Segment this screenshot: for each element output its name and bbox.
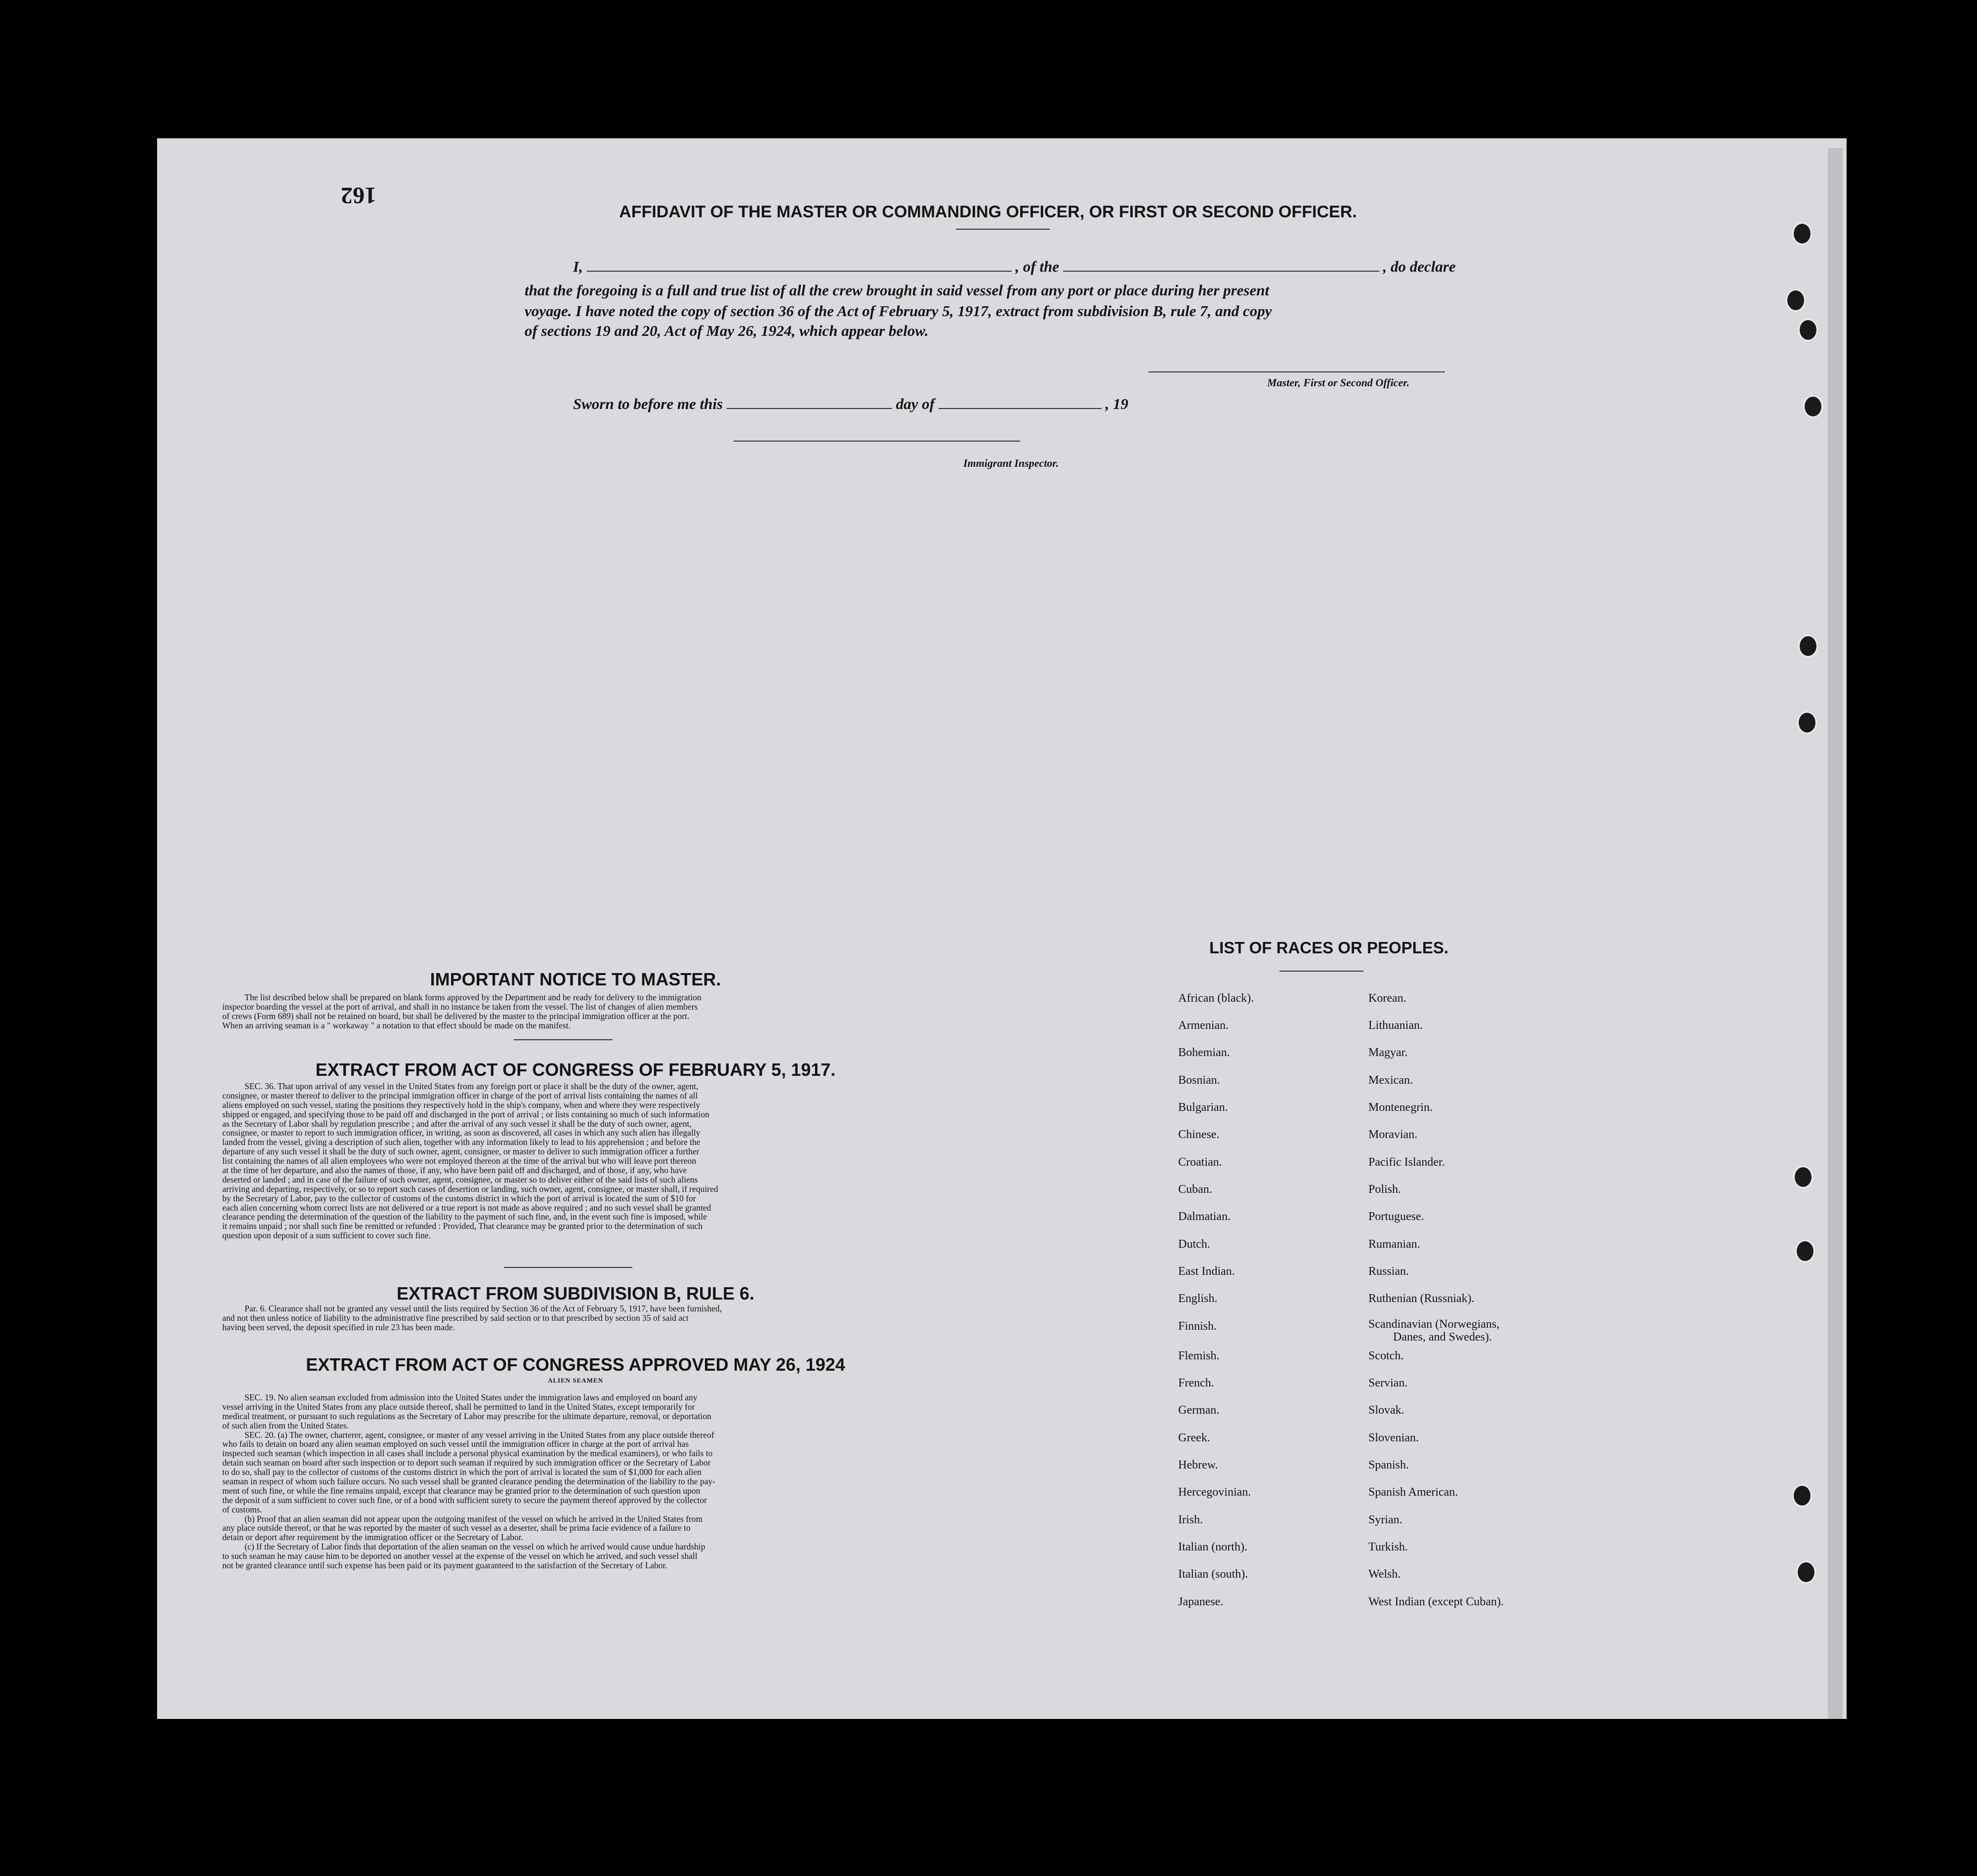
notice-line: inspector boarding the vessel at the port of arrival, and shall in no instance be taken from the vessel. The list of changes of alien members — [222, 1001, 698, 1012]
extract-line: to do so, shall pay to the collector of customs of the customs district in which the port of arrival is located the sum of $1,000 for each alien — [222, 1467, 702, 1477]
race-entry: Rumanian. — [1368, 1238, 1420, 1251]
extract-line: shipped or engaged, and specifying those to be paid off and discharged in the port of arrival ; or lists containing so much of such information — [222, 1109, 709, 1119]
punch-hole-icon — [1803, 395, 1823, 418]
sheet-edge — [1828, 148, 1843, 1719]
extract-line: SEC. 36. That upon arrival of any vessel in the United States from any foreign port or place it shall be the duty of the owner, agent, — [245, 1081, 699, 1091]
extract-line: consignee, or master to report to such immigration officer, in writing, as soon as discovered, all cases in which any such alien has illegally — [222, 1128, 700, 1138]
extract-1917-title: EXTRACT FROM ACT OF CONGRESS OF FEBRUARY 5, 1917. — [315, 1060, 836, 1080]
race-entry: Italian (north). — [1178, 1541, 1247, 1553]
extract-line: clearance pending the determination of the question of the liability to the payment of such fine, and, in the event such fine is imposed, while — [222, 1212, 707, 1222]
extract-rule6-title: EXTRACT FROM SUBDIVISION B, RULE 6. — [396, 1283, 755, 1304]
extract-line: aliens employed on such vessel, stating the positions they respectively hold in the ship's company, when and where they were respectively — [222, 1100, 700, 1110]
page-number-mark: 162 — [341, 182, 376, 208]
extract-line: it remains unpaid ; nor shall such fine be remitted or refunded : Provided, That clearance may be granted prior to the determination of such — [222, 1221, 703, 1231]
race-entry: Servian. — [1368, 1377, 1408, 1389]
notice-rule — [514, 1039, 613, 1040]
affidavit-line-4: of sections 19 and 20, Act of May 26, 1924, which appear below. — [525, 322, 929, 339]
extract-line: vessel arriving in the United States from any place outside thereof, shall be permitted to land in the United States, except temporarily for — [222, 1401, 695, 1412]
extract-line: to such seaman he may cause him to be deported on another vessel at the expense of the vessel on which he arrived, and such vessel shall — [222, 1551, 698, 1561]
extract-line: (b) Proof that an alien seaman did not appear upon the outgoing manifest of the vessel on which he arrived in the United States from — [245, 1513, 703, 1524]
extract-line: and not then unless notice of liability to the administrative fine prescribed by said section or to that prescribed by section 35 of said act — [222, 1312, 689, 1323]
race-entry: Slovenian. — [1368, 1431, 1419, 1444]
race-entry: English. — [1178, 1292, 1218, 1305]
race-entry: Scandinavian (Norwegians, — [1368, 1318, 1500, 1331]
race-entry: Syrian. — [1368, 1513, 1402, 1526]
affidavit-line-3: voyage. I have noted the copy of section 36 of the Act of February 5, 1917, extract from subdivision B, rule 7, and copy — [525, 302, 1272, 320]
race-entry: Spanish American. — [1368, 1486, 1458, 1499]
vessel-blank — [1063, 258, 1379, 272]
extract-line: deserted or landed ; and in case of the failure of such owner, agent, consignee, or master so to deliver either of the said lists of such aliens — [222, 1174, 698, 1184]
notice-line: The list described below shall be prepared on blank forms approved by the Department and be ready for delivery to the immigration — [245, 992, 701, 1002]
race-entry: Welsh. — [1368, 1568, 1401, 1581]
race-entry: Hebrew. — [1178, 1459, 1218, 1471]
extract-1924-body — [222, 1393, 929, 1570]
affidavit-line1-end: , do declare — [1383, 258, 1456, 275]
affidavit-line1-mid: , of the — [1015, 258, 1060, 275]
race-entry: West Indian (except Cuban). — [1368, 1595, 1504, 1608]
race-entry: Pacific Islander. — [1368, 1156, 1445, 1169]
notice-body — [222, 993, 929, 1030]
extract-line: question upon deposit of a sum sufficient to cover such fine. — [222, 1230, 431, 1241]
punch-hole-icon — [1792, 222, 1812, 245]
race-entry: East Indian. — [1178, 1265, 1235, 1278]
extract-1924-title: EXTRACT FROM ACT OF CONGRESS APPROVED MAY 26, 1924 — [306, 1354, 845, 1375]
punch-hole-icon — [1797, 711, 1817, 734]
notice-title: IMPORTANT NOTICE TO MASTER. — [430, 969, 721, 989]
race-entry: Portuguese. — [1368, 1210, 1424, 1223]
race-entry: Polish. — [1368, 1183, 1401, 1196]
extract-line: having been served, the deposit specified in rule 23 has been made. — [222, 1322, 455, 1332]
punch-hole-icon — [1798, 635, 1818, 657]
race-entry: Korean. — [1368, 992, 1406, 1005]
extract-line: detain such seaman on board after such inspection or to deport such seaman if required by such immigration officer or the Secretary of Labor — [222, 1458, 711, 1468]
sworn-day-blank — [727, 395, 892, 409]
race-entry: African (black). — [1178, 992, 1254, 1005]
race-entry: Chinese. — [1178, 1128, 1220, 1141]
race-entry: Hercegovinian. — [1178, 1486, 1251, 1499]
sworn-end: , 19 — [1105, 395, 1128, 412]
extract-line: SEC. 19. No alien seaman excluded from admission into the United States under the immigration laws and employed on board any — [245, 1392, 698, 1402]
race-entry: Dalmatian. — [1178, 1210, 1231, 1223]
race-entry: Bulgarian. — [1178, 1101, 1228, 1114]
races-title: LIST OF RACES OR PEOPLES. — [1209, 938, 1449, 957]
race-entry: Magyar. — [1368, 1046, 1408, 1059]
race-entry: Scotch. — [1368, 1349, 1404, 1362]
punch-hole-icon — [1795, 1240, 1815, 1263]
extract-line: departure of any such vessel it shall be the duty of such owner, agent, consignee, or master to deliver to such immigration officer a further — [222, 1146, 700, 1157]
extract-1917-body — [222, 1082, 929, 1240]
punch-hole-icon — [1793, 1166, 1813, 1188]
race-entry: Slovak. — [1368, 1404, 1404, 1417]
punch-hole-icon — [1798, 319, 1818, 341]
extract-line: at the time of her departure, and also the names of those, if any, who have been paid off and discharged, and of those, if any, who have — [222, 1165, 687, 1176]
race-entry: Turkish. — [1368, 1541, 1408, 1553]
extract-line: detain or deport after requirement by the immigration officer or the Secretary of Labor. — [222, 1532, 524, 1543]
extract-line: medical treatment, or pursuant to such regulations as the Secretary of Labor may prescribe for the ultimate departure, removal, or deportation — [222, 1411, 711, 1421]
master-signature-caption: Master, First or Second Officer. — [1267, 376, 1410, 389]
race-entry: Montenegrin. — [1368, 1101, 1433, 1114]
extract-line: as the Secretary of Labor shall by regulation prescribe ; and after the arrival of any such vessel it shall be the duty of such owner, agent, — [222, 1118, 692, 1129]
race-entry: Ruthenian (Russniak). — [1368, 1292, 1475, 1305]
extract-line: not be granted clearance until such expense has been paid or its payment guaranteed to the satisfaction of the Secretary of Labor. — [222, 1560, 667, 1571]
race-entry: Armenian. — [1178, 1019, 1229, 1032]
notice-line: of crews (Form 689) shall not be retained on board, but shall be delivered by the master to the principal immigration officer at the port. — [222, 1011, 690, 1021]
extract-line: (c) If the Secretary of Labor finds that deportation of the alien seaman on the vessel on which he arrived would cause undue hardship — [245, 1542, 705, 1552]
extract-line: any place outside thereof, or that he was reported by the master of such vessel as a deserter, shall be prima facie evidence of a failure to — [222, 1523, 691, 1533]
sworn-mid: day of — [896, 395, 935, 412]
race-entry-continuation: Danes, and Swedes). — [1393, 1331, 1492, 1344]
race-entry: German. — [1178, 1404, 1220, 1417]
extract-line: who fails to detain on board any alien seaman employed on such vessel until the immigration officer in charge at the port of arrival has — [222, 1439, 689, 1449]
race-entry: Dutch. — [1178, 1238, 1210, 1251]
race-entry: Mexican. — [1368, 1074, 1413, 1087]
punch-hole-icon — [1786, 289, 1806, 312]
affidavit-line-2: that the foregoing is a full and true list of all the crew brought in said vessel from any port or place during her present — [525, 282, 1270, 299]
master-signature-line — [1149, 371, 1445, 372]
name-blank — [587, 258, 1012, 272]
affidavit-line-1 — [573, 258, 1456, 276]
extract-line: seaman in respect of whom such failure occurs. No such vessel shall be granted clearance pending the determination of the liability to the pay- — [222, 1476, 716, 1487]
extract-1924-subhead: ALIEN SEAMEN — [547, 1377, 604, 1384]
extract-line: each alien concerning whom correct lists are not delivered or a true report is not made as above required ; and no such vessel shall be granted — [222, 1202, 711, 1213]
extract-line: SEC. 20. (a) The owner, charterer, agent, consignee, or master of any vessel arriving in the United States from any place outside thereof — [245, 1429, 714, 1440]
extract-line: inspected such seaman (which inspection in all cases shall include a personal physical examination by the medical examiners), or who fails to — [222, 1448, 713, 1459]
extract-line: landed from the vessel, giving a description of such alien, together with any information likely to lead to his apprehension ; and before the — [222, 1137, 700, 1147]
race-entry: Russian. — [1368, 1265, 1409, 1278]
affidavit-title: AFFIDAVIT OF THE MASTER OR COMMANDING OFFICER, OR FIRST OR SECOND OFFICER. — [619, 203, 1357, 221]
race-entry: Greek. — [1178, 1431, 1210, 1444]
race-entry: Bosnian. — [1178, 1074, 1220, 1087]
extract-1917-rule — [504, 1267, 632, 1268]
race-entry: Finnish. — [1178, 1320, 1217, 1333]
sworn-month-blank — [939, 395, 1102, 409]
inspector-signature-caption: Immigrant Inspector. — [963, 457, 1059, 469]
extract-rule6-body — [222, 1304, 929, 1332]
affidavit-line1-start: I, — [573, 258, 583, 275]
race-entry: Flemish. — [1178, 1349, 1220, 1362]
affidavit-title-rule — [956, 229, 1050, 230]
punch-hole-icon — [1792, 1484, 1812, 1507]
races-title-rule — [1279, 971, 1363, 972]
extract-line: list containing the names of all alien employees who were not employed thereon at the time of the arrival but who will leave port thereon — [222, 1156, 697, 1166]
race-entry: French. — [1178, 1377, 1214, 1389]
extract-line: the deposit of a sum sufficient to cover such fine, or of a bond with sufficient surety to secure the payment thereof approved by the collector — [222, 1495, 707, 1505]
race-entry: Irish. — [1178, 1513, 1203, 1526]
notice-line: When an arriving seaman is a " workaway " a notation to that effect should be made on the manifest. — [222, 1020, 571, 1030]
extract-line: of customs. — [222, 1504, 262, 1514]
race-entry: Croatian. — [1178, 1156, 1222, 1169]
extract-line: ment of such fine, or while the fine remains unpaid, except that clearance may be granted prior to the determination of such question upon — [222, 1485, 700, 1496]
race-entry: Japanese. — [1178, 1595, 1224, 1608]
inspector-signature-line — [734, 441, 1020, 442]
race-entry: Italian (south). — [1178, 1568, 1248, 1581]
race-entry: Cuban. — [1178, 1183, 1212, 1196]
race-entry: Bohemian. — [1178, 1046, 1230, 1059]
extract-line: of such alien from the United States. — [222, 1420, 349, 1430]
extract-line: consignee, or master thereof to deliver to the principal immigration officer in charge of the port of arrival lists containing the names of all — [222, 1090, 698, 1101]
extract-line: arriving and departing, respectively, or so to report such cases of desertion or landing, such owner, agent, consignee, or master shall, if required — [222, 1183, 718, 1194]
race-entry: Moravian. — [1368, 1128, 1418, 1141]
sworn-line — [573, 395, 1128, 413]
extract-line: by the Secretary of Labor, pay to the collector of customs of the customs district in which the port of arrival is located the sum of $10 for — [222, 1193, 696, 1203]
race-entry: Lithuanian. — [1368, 1019, 1423, 1032]
race-entry: Spanish. — [1368, 1459, 1409, 1471]
sworn-start: Sworn to before me this — [573, 395, 723, 412]
punch-hole-icon — [1796, 1561, 1816, 1584]
extract-line: Par. 6. Clearance shall not be granted any vessel until the lists required by Section 36 of the Act of February 5, 1917, have been furnished, — [245, 1304, 722, 1313]
